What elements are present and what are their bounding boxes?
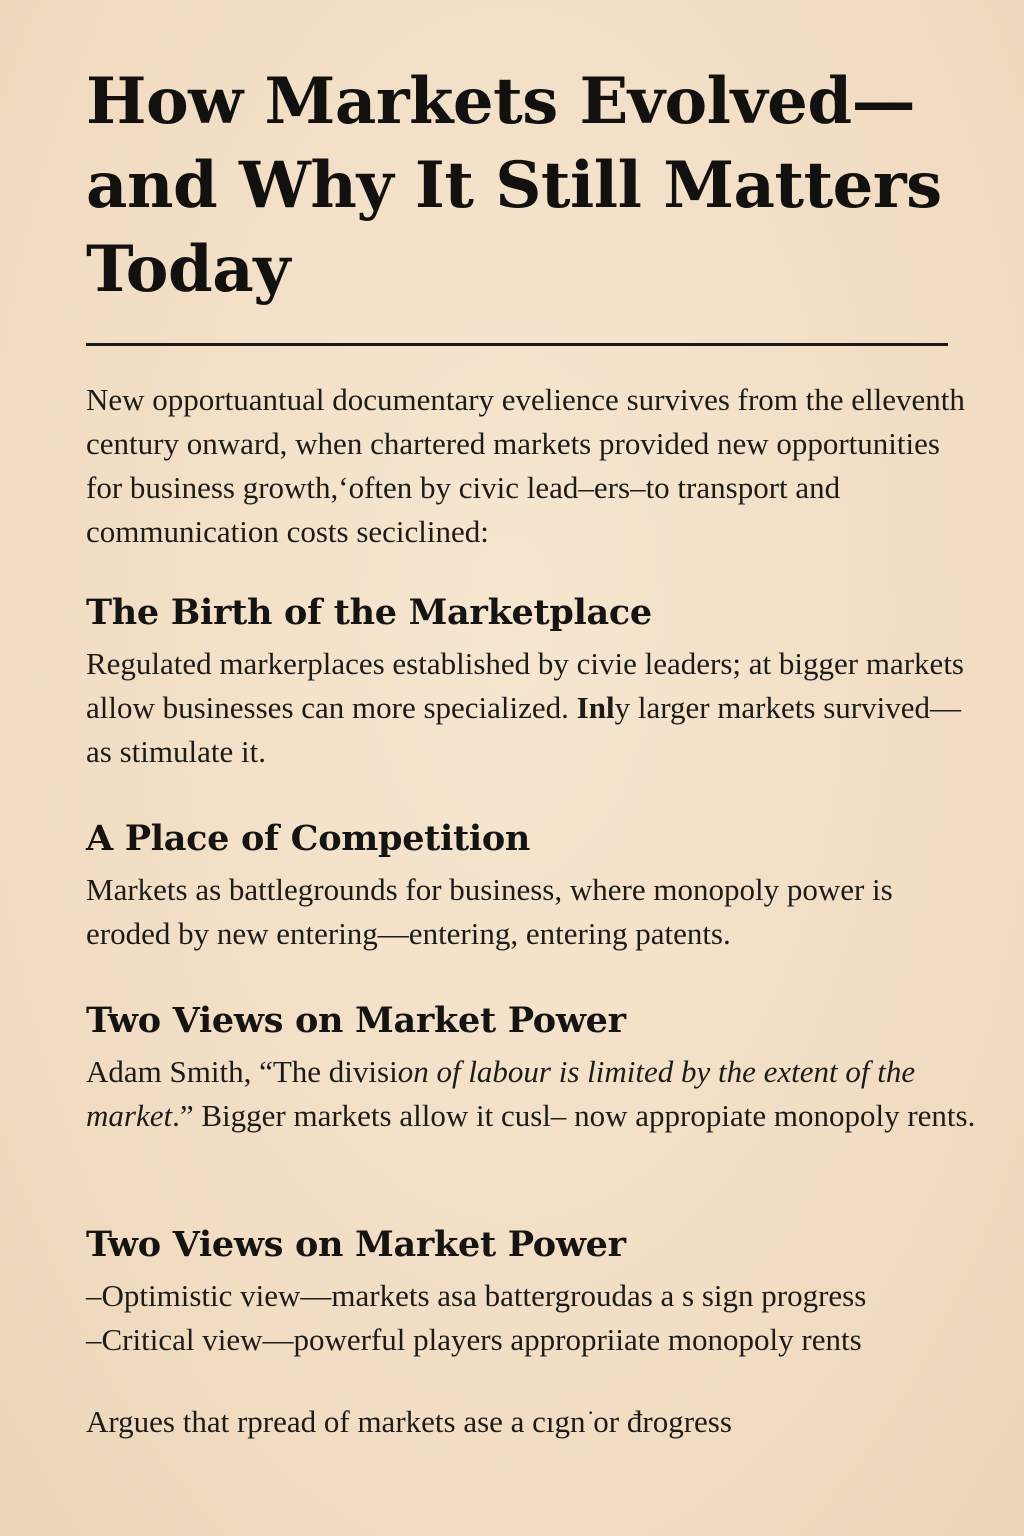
section-heading: Two Views on Market Power — [86, 1224, 626, 1265]
list-item-optimistic: –Optimistic view—markets asa battergroudas a s sign progress — [86, 1278, 867, 1313]
paragraph-text: Adam Smith, “The divisi — [86, 1054, 398, 1089]
closing-section — [86, 1400, 976, 1444]
section-heading: A Place of Competition — [86, 818, 531, 859]
intro-paragraph: New opportuantual documentary evelience survives from the elleventh century onward, when chartered markets provided new opportunities for business growth,‘often by civic lead–ers–to transport and communication costs seciclined: — [86, 382, 965, 549]
section-birth-of-marketplace — [86, 590, 976, 774]
section-paragraph — [86, 642, 976, 774]
page-title: How Markets Evolved—and Why It Still Matters Today — [86, 64, 942, 307]
section-heading: The Birth of the Marketplace — [86, 592, 652, 633]
section-two-views-quote — [86, 998, 976, 1138]
section-paragraph — [86, 1050, 976, 1138]
paragraph-bold-text: Inl — [576, 690, 615, 725]
closing-paragraph: Argues that rpread of markets ase a cıgn͘ or đrogress — [86, 1404, 732, 1439]
section-two-views-list — [86, 1222, 976, 1362]
paragraph-text-end: .” Bigger markets allow it cusl– now appropiate monopoly rents. — [172, 1098, 976, 1133]
paragraph-text: Regulated markerplaces established by civie leaders; at bigger markets allow businesses can more specialized. — [86, 646, 964, 725]
section-heading: Two Views on Market Power — [86, 1000, 626, 1041]
paragraph-text-end: y larger markets survived—as stimulate it. — [86, 690, 961, 769]
list-item-critical: –Critical view—powerful players appropriiate monopoly rents — [86, 1322, 862, 1357]
view-list — [86, 1274, 976, 1362]
title-divider — [86, 343, 948, 346]
section-paragraph: Markets as battlegrounds for business, where monopoly power is eroded by new entering—entering, entering patents. — [86, 872, 893, 951]
intro-section — [86, 378, 976, 554]
section-place-of-competition — [86, 816, 976, 956]
quote-italic-text: on of labour is limited by the extent of the market — [86, 1054, 916, 1133]
